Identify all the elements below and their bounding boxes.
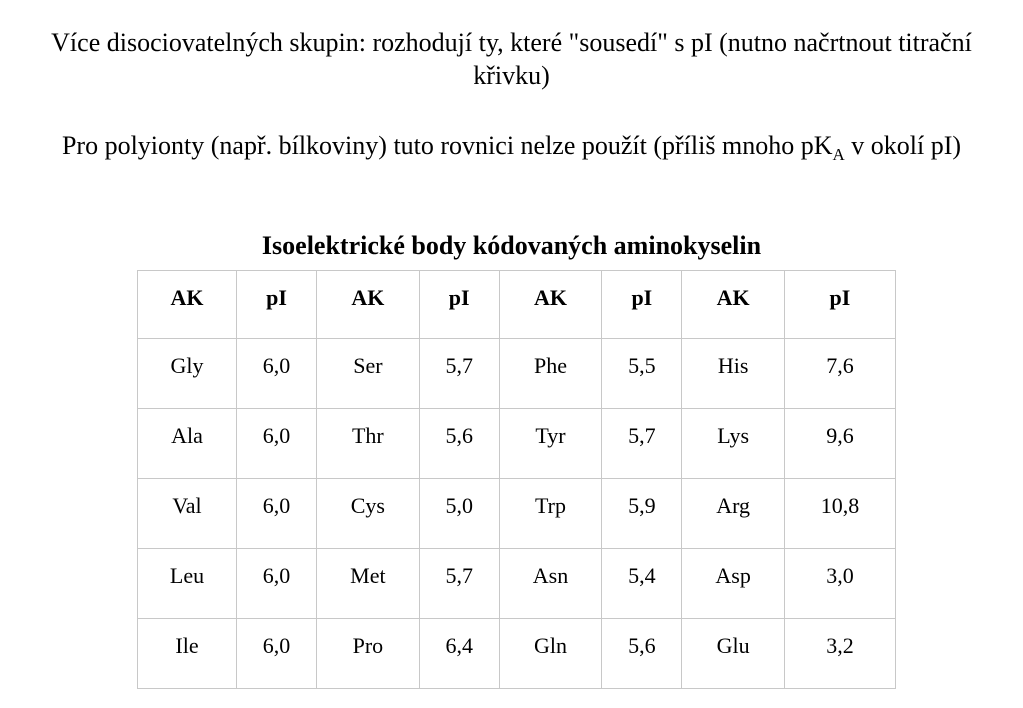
amino-acid-cell: Trp	[499, 479, 602, 549]
paragraph-multiple-groups: Více disociovatelných skupin: rozhodují ty, které "sousedí" s pI (nutno načrtnout titrační křivku)	[51, 28, 972, 90]
column-header-pi: pI	[784, 271, 895, 339]
table-row	[138, 479, 896, 549]
column-header-ak: AK	[499, 271, 602, 339]
pi-value-cell: 6,0	[236, 409, 316, 479]
table-row	[138, 549, 896, 619]
amino-acid-cell: Lys	[682, 409, 785, 479]
pi-value-cell: 10,8	[784, 479, 895, 549]
pi-value-cell: 6,0	[236, 479, 316, 549]
column-header-pi: pI	[602, 271, 682, 339]
pi-value-cell: 3,0	[784, 549, 895, 619]
pi-value-cell: 3,2	[784, 619, 895, 689]
pi-value-cell: 5,5	[602, 339, 682, 409]
table-title: Isoelektrické body kódovaných aminokyselin	[261, 231, 762, 260]
paragraph-polyions-text-end: v okolí pI)	[844, 131, 962, 160]
column-header-pi: pI	[419, 271, 499, 339]
amino-acid-cell: Val	[138, 479, 237, 549]
amino-acid-cell: Gly	[138, 339, 237, 409]
amino-acid-cell: Thr	[317, 409, 420, 479]
pi-value-cell: 6,0	[236, 549, 316, 619]
table-row	[138, 339, 896, 409]
amino-acid-cell: Ile	[138, 619, 237, 689]
amino-acid-cell: Tyr	[499, 409, 602, 479]
pi-value-cell: 5,9	[602, 479, 682, 549]
pi-value-cell: 5,6	[419, 409, 499, 479]
column-header-ak: AK	[317, 271, 420, 339]
pi-value-cell: 7,6	[784, 339, 895, 409]
table-row	[138, 619, 896, 689]
column-header-ak: AK	[138, 271, 237, 339]
amino-acid-cell: Ser	[317, 339, 420, 409]
amino-acid-cell: His	[682, 339, 785, 409]
column-header-ak: AK	[682, 271, 785, 339]
pi-value-cell: 6,0	[236, 339, 316, 409]
amino-acid-cell: Pro	[317, 619, 420, 689]
subscript-a: A	[832, 145, 845, 164]
amino-acid-cell: Leu	[138, 549, 237, 619]
paragraph-polyions	[20, 129, 1003, 165]
amino-acid-cell: Met	[317, 549, 420, 619]
paragraph-polyions-text-start: Pro polyionty (např. bílkoviny) tuto rovnici nelze použít (příliš mnoho pK	[61, 131, 833, 160]
pi-value-cell: 9,6	[784, 409, 895, 479]
amino-acid-cell: Asp	[682, 549, 785, 619]
pi-value-cell: 6,0	[236, 619, 316, 689]
amino-acid-cell: Gln	[499, 619, 602, 689]
pi-value-cell: 5,7	[419, 339, 499, 409]
pi-value-cell: 5,6	[602, 619, 682, 689]
column-header-pi: pI	[236, 271, 316, 339]
pi-value-cell: 5,4	[602, 549, 682, 619]
amino-acid-cell: Asn	[499, 549, 602, 619]
isoelectric-points-table	[137, 270, 896, 689]
pi-value-cell: 5,7	[602, 409, 682, 479]
pi-value-cell: 5,0	[419, 479, 499, 549]
table-row	[138, 409, 896, 479]
pi-value-cell: 5,7	[419, 549, 499, 619]
amino-acid-cell: Glu	[682, 619, 785, 689]
amino-acid-cell: Cys	[317, 479, 420, 549]
amino-acid-cell: Phe	[499, 339, 602, 409]
table-header-row	[138, 271, 896, 339]
pi-value-cell: 6,4	[419, 619, 499, 689]
amino-acid-cell: Ala	[138, 409, 237, 479]
amino-acid-cell: Arg	[682, 479, 785, 549]
